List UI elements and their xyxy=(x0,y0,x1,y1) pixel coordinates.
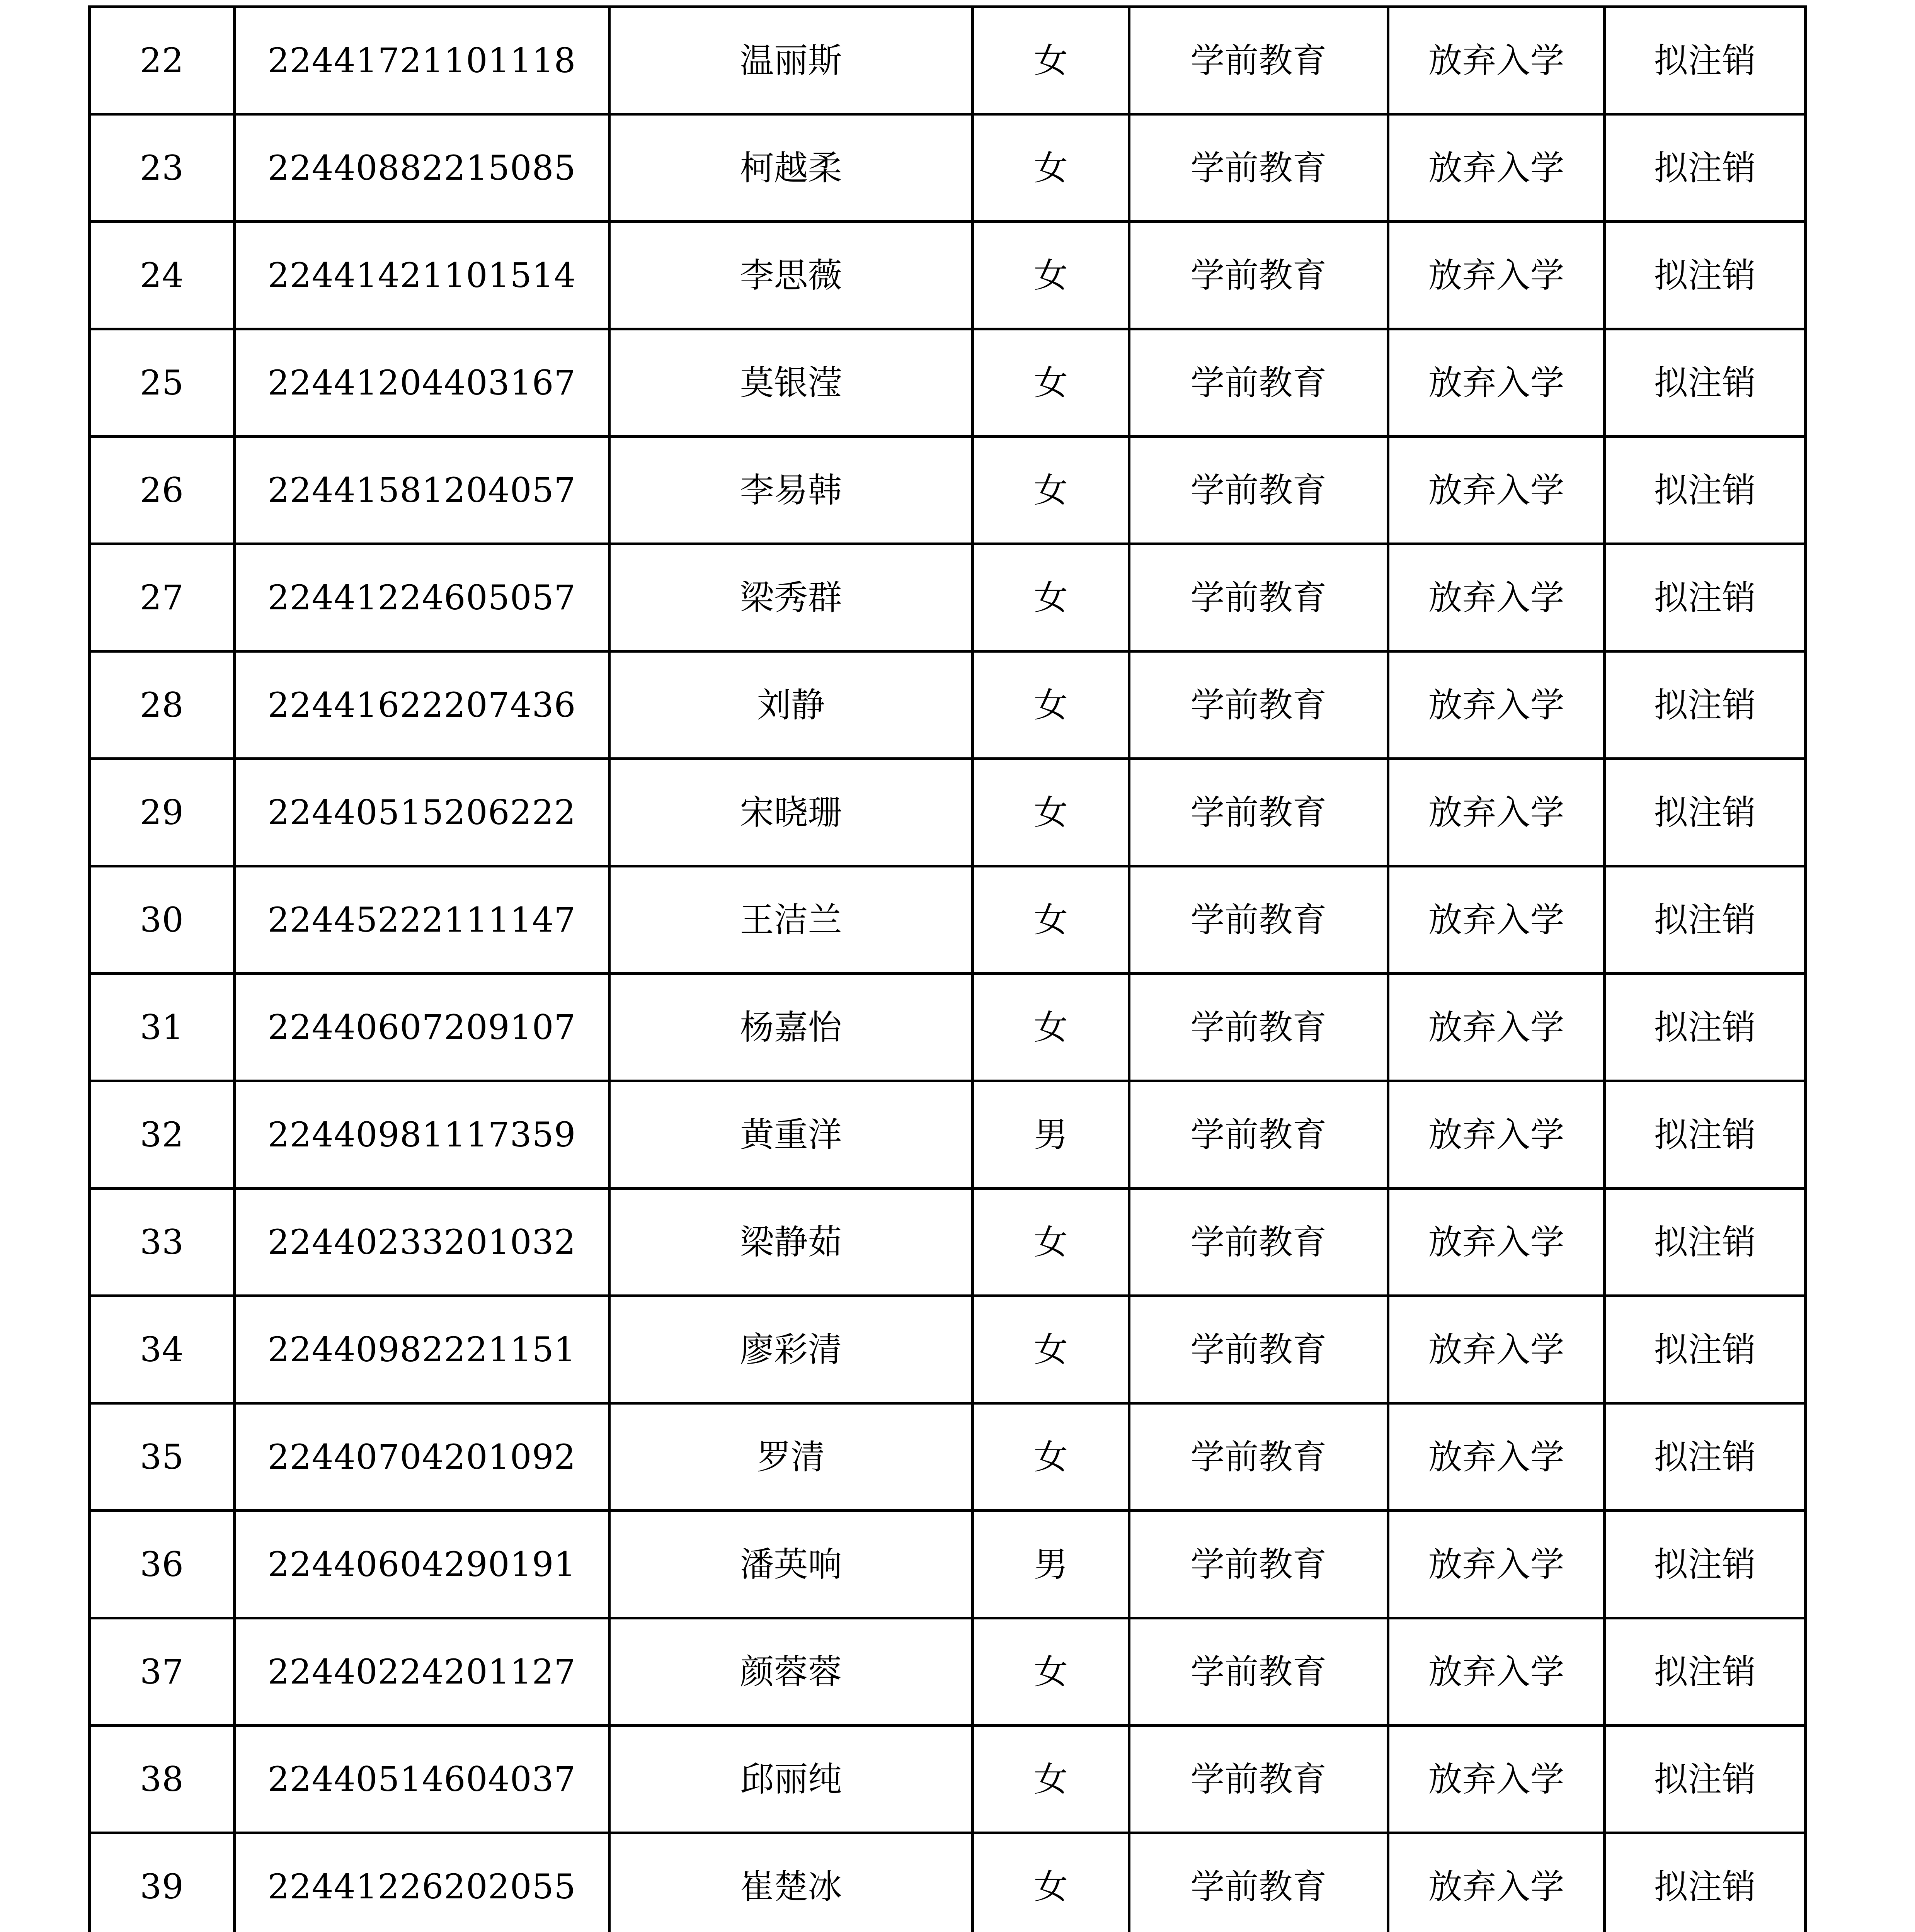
table-row xyxy=(90,1403,1806,1511)
gender-cell: 女 xyxy=(973,7,1129,114)
table-row xyxy=(90,1618,1806,1726)
status-cell: 拟注销 xyxy=(1605,7,1806,114)
major-cell: 学前教育 xyxy=(1129,866,1388,974)
row-number-cell: 33 xyxy=(90,1189,235,1296)
table-row xyxy=(90,1511,1806,1618)
student-id-cell: 22441204403167 xyxy=(235,329,609,437)
row-number-cell: 24 xyxy=(90,222,235,329)
major-cell: 学前教育 xyxy=(1129,651,1388,759)
student-name-cell: 杨嘉怡 xyxy=(609,974,973,1081)
status-cell: 拟注销 xyxy=(1605,222,1806,329)
table-row xyxy=(90,437,1806,544)
reason-cell: 放弃入学 xyxy=(1388,1296,1605,1403)
status-cell: 拟注销 xyxy=(1605,1296,1806,1403)
student-name-cell: 罗清 xyxy=(609,1403,973,1511)
student-id-cell: 22445222111147 xyxy=(235,866,609,974)
student-id-cell: 22440514604037 xyxy=(235,1726,609,1833)
student-roster-page xyxy=(88,5,1804,1932)
table-row xyxy=(90,222,1806,329)
gender-cell: 女 xyxy=(973,1296,1129,1403)
status-cell: 拟注销 xyxy=(1605,1726,1806,1833)
status-cell: 拟注销 xyxy=(1605,114,1806,222)
table-row xyxy=(90,1081,1806,1189)
major-cell: 学前教育 xyxy=(1129,544,1388,651)
reason-cell: 放弃入学 xyxy=(1388,974,1605,1081)
student-id-cell: 22440233201032 xyxy=(235,1189,609,1296)
gender-cell: 男 xyxy=(973,1081,1129,1189)
table-row xyxy=(90,329,1806,437)
student-id-cell: 22440882215085 xyxy=(235,114,609,222)
student-id-cell: 22441721101118 xyxy=(235,7,609,114)
major-cell: 学前教育 xyxy=(1129,7,1388,114)
reason-cell: 放弃入学 xyxy=(1388,866,1605,974)
table-row xyxy=(90,651,1806,759)
student-name-cell: 王洁兰 xyxy=(609,866,973,974)
major-cell: 学前教育 xyxy=(1129,1081,1388,1189)
major-cell: 学前教育 xyxy=(1129,1726,1388,1833)
row-number-cell: 38 xyxy=(90,1726,235,1833)
student-name-cell: 温丽斯 xyxy=(609,7,973,114)
gender-cell: 女 xyxy=(973,866,1129,974)
row-number-cell: 25 xyxy=(90,329,235,437)
gender-cell: 女 xyxy=(973,1726,1129,1833)
student-id-cell: 22440604290191 xyxy=(235,1511,609,1618)
student-id-cell: 22441421101514 xyxy=(235,222,609,329)
reason-cell: 放弃入学 xyxy=(1388,544,1605,651)
major-cell: 学前教育 xyxy=(1129,1833,1388,1932)
major-cell: 学前教育 xyxy=(1129,114,1388,222)
gender-cell: 女 xyxy=(973,437,1129,544)
reason-cell: 放弃入学 xyxy=(1388,1511,1605,1618)
gender-cell: 女 xyxy=(973,544,1129,651)
table-row xyxy=(90,1726,1806,1833)
row-number-cell: 32 xyxy=(90,1081,235,1189)
row-number-cell: 22 xyxy=(90,7,235,114)
student-id-cell: 22441226202055 xyxy=(235,1833,609,1932)
major-cell: 学前教育 xyxy=(1129,974,1388,1081)
row-number-cell: 31 xyxy=(90,974,235,1081)
student-name-cell: 邱丽纯 xyxy=(609,1726,973,1833)
reason-cell: 放弃入学 xyxy=(1388,1081,1605,1189)
student-name-cell: 崔楚冰 xyxy=(609,1833,973,1932)
table-row xyxy=(90,7,1806,114)
status-cell: 拟注销 xyxy=(1605,866,1806,974)
student-name-cell: 梁秀群 xyxy=(609,544,973,651)
table-row xyxy=(90,544,1806,651)
status-cell: 拟注销 xyxy=(1605,329,1806,437)
student-name-cell: 廖彩清 xyxy=(609,1296,973,1403)
student-id-cell: 22440981117359 xyxy=(235,1081,609,1189)
status-cell: 拟注销 xyxy=(1605,1511,1806,1618)
status-cell: 拟注销 xyxy=(1605,974,1806,1081)
gender-cell: 女 xyxy=(973,222,1129,329)
student-name-cell: 刘静 xyxy=(609,651,973,759)
status-cell: 拟注销 xyxy=(1605,1081,1806,1189)
reason-cell: 放弃入学 xyxy=(1388,329,1605,437)
student-name-cell: 李思薇 xyxy=(609,222,973,329)
student-id-cell: 22440224201127 xyxy=(235,1618,609,1726)
student-name-cell: 柯越柔 xyxy=(609,114,973,222)
student-name-cell: 黄重洋 xyxy=(609,1081,973,1189)
row-number-cell: 27 xyxy=(90,544,235,651)
student-id-cell: 22440982221151 xyxy=(235,1296,609,1403)
status-cell: 拟注销 xyxy=(1605,1403,1806,1511)
gender-cell: 女 xyxy=(973,974,1129,1081)
gender-cell: 女 xyxy=(973,759,1129,866)
student-roster-table xyxy=(88,5,1807,1932)
reason-cell: 放弃入学 xyxy=(1388,1403,1605,1511)
student-id-cell: 22440607209107 xyxy=(235,974,609,1081)
student-id-cell: 22440704201092 xyxy=(235,1403,609,1511)
major-cell: 学前教育 xyxy=(1129,1296,1388,1403)
gender-cell: 女 xyxy=(973,1618,1129,1726)
reason-cell: 放弃入学 xyxy=(1388,1189,1605,1296)
reason-cell: 放弃入学 xyxy=(1388,651,1605,759)
table-row xyxy=(90,759,1806,866)
student-id-cell: 22441581204057 xyxy=(235,437,609,544)
table-row xyxy=(90,1189,1806,1296)
reason-cell: 放弃入学 xyxy=(1388,114,1605,222)
major-cell: 学前教育 xyxy=(1129,437,1388,544)
student-id-cell: 22441224605057 xyxy=(235,544,609,651)
table-row xyxy=(90,1833,1806,1932)
gender-cell: 女 xyxy=(973,1403,1129,1511)
row-number-cell: 39 xyxy=(90,1833,235,1932)
student-id-cell: 22441622207436 xyxy=(235,651,609,759)
row-number-cell: 26 xyxy=(90,437,235,544)
reason-cell: 放弃入学 xyxy=(1388,7,1605,114)
major-cell: 学前教育 xyxy=(1129,1511,1388,1618)
reason-cell: 放弃入学 xyxy=(1388,437,1605,544)
major-cell: 学前教育 xyxy=(1129,759,1388,866)
reason-cell: 放弃入学 xyxy=(1388,1726,1605,1833)
row-number-cell: 36 xyxy=(90,1511,235,1618)
row-number-cell: 34 xyxy=(90,1296,235,1403)
row-number-cell: 29 xyxy=(90,759,235,866)
major-cell: 学前教育 xyxy=(1129,1403,1388,1511)
status-cell: 拟注销 xyxy=(1605,437,1806,544)
table-row xyxy=(90,1296,1806,1403)
student-name-cell: 潘英响 xyxy=(609,1511,973,1618)
gender-cell: 女 xyxy=(973,114,1129,222)
table-row xyxy=(90,114,1806,222)
status-cell: 拟注销 xyxy=(1605,1618,1806,1726)
student-name-cell: 颜蓉蓉 xyxy=(609,1618,973,1726)
gender-cell: 女 xyxy=(973,1833,1129,1932)
student-name-cell: 宋晓珊 xyxy=(609,759,973,866)
student-id-cell: 22440515206222 xyxy=(235,759,609,866)
reason-cell: 放弃入学 xyxy=(1388,759,1605,866)
status-cell: 拟注销 xyxy=(1605,759,1806,866)
row-number-cell: 35 xyxy=(90,1403,235,1511)
row-number-cell: 28 xyxy=(90,651,235,759)
student-name-cell: 李易韩 xyxy=(609,437,973,544)
major-cell: 学前教育 xyxy=(1129,329,1388,437)
student-name-cell: 莫银滢 xyxy=(609,329,973,437)
status-cell: 拟注销 xyxy=(1605,651,1806,759)
reason-cell: 放弃入学 xyxy=(1388,1833,1605,1932)
major-cell: 学前教育 xyxy=(1129,1189,1388,1296)
table-row xyxy=(90,974,1806,1081)
gender-cell: 男 xyxy=(973,1511,1129,1618)
row-number-cell: 37 xyxy=(90,1618,235,1726)
row-number-cell: 30 xyxy=(90,866,235,974)
status-cell: 拟注销 xyxy=(1605,1833,1806,1932)
gender-cell: 女 xyxy=(973,651,1129,759)
reason-cell: 放弃入学 xyxy=(1388,222,1605,329)
reason-cell: 放弃入学 xyxy=(1388,1618,1605,1726)
student-name-cell: 梁静茹 xyxy=(609,1189,973,1296)
status-cell: 拟注销 xyxy=(1605,1189,1806,1296)
table-row xyxy=(90,866,1806,974)
gender-cell: 女 xyxy=(973,1189,1129,1296)
major-cell: 学前教育 xyxy=(1129,222,1388,329)
roster-body xyxy=(90,7,1806,1932)
status-cell: 拟注销 xyxy=(1605,544,1806,651)
major-cell: 学前教育 xyxy=(1129,1618,1388,1726)
row-number-cell: 23 xyxy=(90,114,235,222)
gender-cell: 女 xyxy=(973,329,1129,437)
